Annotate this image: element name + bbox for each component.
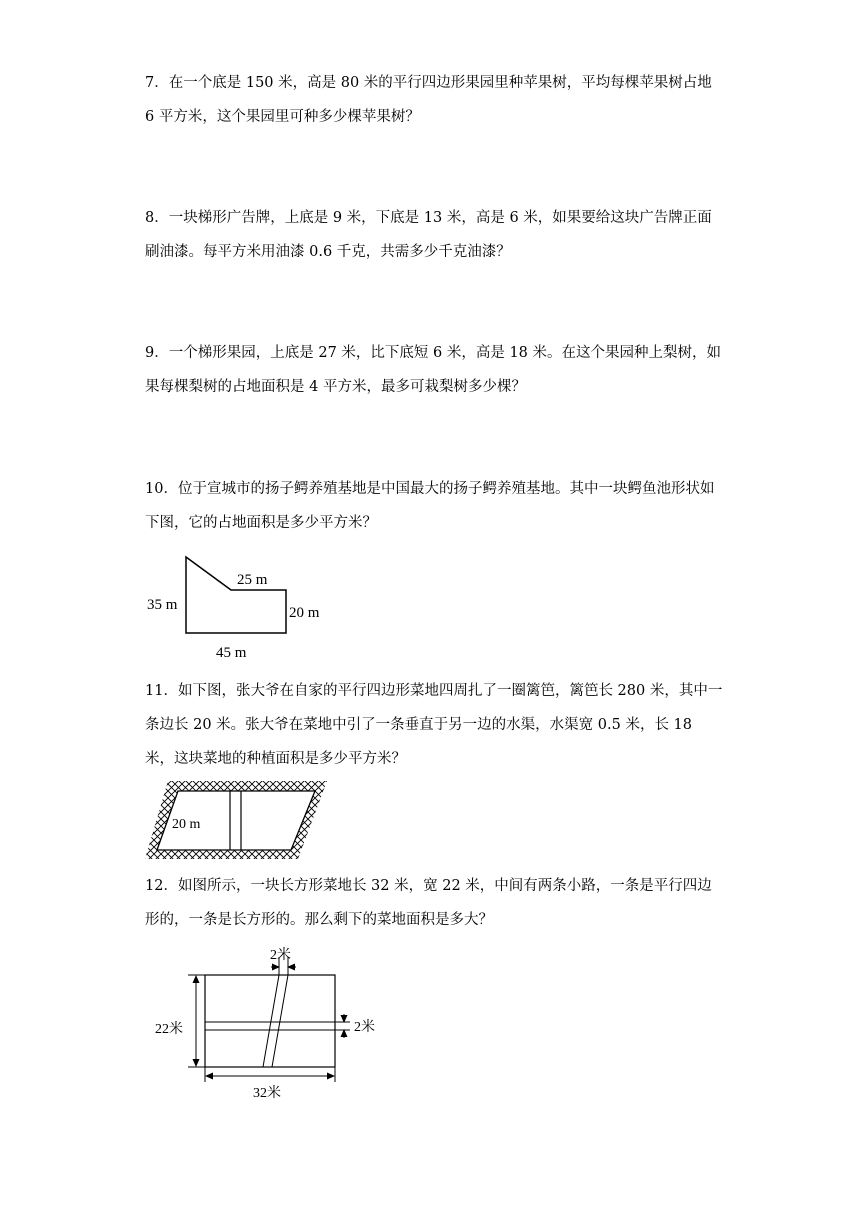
question-text: 如图所示，一块长方形菜地长 32 米，宽 22 米，中间有两条小路，一条是平行四边形的，一条是长方形的。那么剩下的菜地面积是多大？ xyxy=(145,878,712,928)
question-number: 12． xyxy=(145,878,178,894)
question-number: 9． xyxy=(145,345,169,361)
question-text: 位于宣城市的扬子鳄养殖基地是中国最大的扬子鳄养殖基地。其中一块鳄鱼池形状如下图，它的占地面积是多少平方米？ xyxy=(145,481,715,531)
question-7 xyxy=(145,66,725,134)
garden-side-label: 20 m xyxy=(172,817,201,832)
question-8 xyxy=(145,201,725,269)
question-number: 10． xyxy=(145,481,178,497)
pond-outline xyxy=(186,557,286,633)
question-number: 11． xyxy=(145,683,178,699)
question-number: 8． xyxy=(145,210,169,226)
slanted-path-left xyxy=(263,975,279,1067)
field-figure xyxy=(150,940,390,1100)
pond-top-label: 25 m xyxy=(237,572,268,588)
question-text: 一个梯形果园，上底是 27 米，比下底短 6 米，高是 18 米。在这个果园种上梨树，如果每棵梨树的占地面积是 4 平方米，最多可栽梨树多少棵？ xyxy=(145,345,722,395)
question-text: 一块梯形广告牌，上底是 9 米，下底是 13 米，高是 6 米，如果要给这块广告牌正面刷油漆。每平方米用油漆 0.6 千克，共需多少千克油漆？ xyxy=(145,210,712,260)
question-text: 在一个底是 150 米，高是 80 米的平行四边形果园里种苹果树，平均每棵苹果树占地 6 平方米，这个果园里可种多少棵苹果树？ xyxy=(145,75,712,125)
bottom-dimension-label: 32米 xyxy=(253,1086,281,1100)
garden-figure xyxy=(140,780,335,862)
left-dimension-label: 22米 xyxy=(155,1022,183,1037)
field-rectangle xyxy=(205,975,335,1067)
question-10 xyxy=(145,472,725,540)
question-11 xyxy=(145,674,725,776)
pond-right-label: 20 m xyxy=(289,605,320,621)
question-12 xyxy=(145,869,725,937)
pond-bottom-label: 45 m xyxy=(216,645,247,661)
question-text: 如下图，张大爷在自家的平行四边形菜地四周扎了一圈篱笆，篱笆长 280 米，其中一条边长 20 米。张大爷在菜地中引了一条垂直于另一边的水渠，水渠宽 0.5 米，长 18 米，这块菜地的种植面积是多少平方米？ xyxy=(145,683,723,767)
pond-left-label: 35 m xyxy=(147,597,178,613)
top-dimension-label: 2米 xyxy=(270,948,291,963)
right-dimension-label: 2米 xyxy=(354,1020,375,1035)
slanted-path-right xyxy=(272,975,288,1067)
question-9 xyxy=(145,336,725,404)
pond-figure xyxy=(140,548,340,663)
question-number: 7． xyxy=(145,75,169,91)
